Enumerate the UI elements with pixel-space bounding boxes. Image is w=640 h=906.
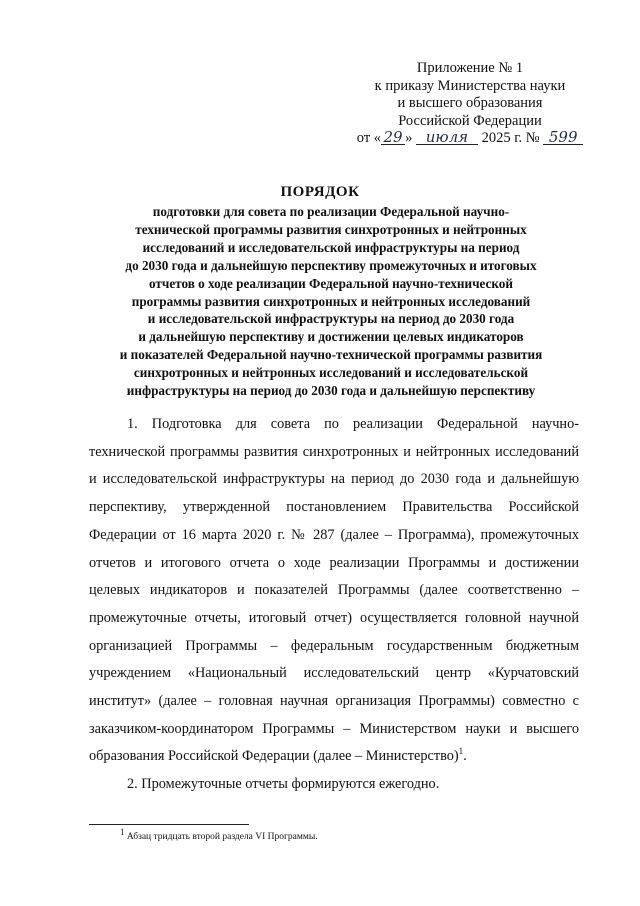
appendix-number: Приложение № 1 [416,60,524,76]
appendix-ministry-line: и высшего образования [397,95,543,111]
footnote-mark: 1 [120,826,125,837]
appendix-country: Российской Федерации [398,112,542,129]
handwritten-order-number: 599 [543,130,583,145]
subtitle-line: программы развития синхротронных и нейтронных исследований [131,293,531,309]
footnote-reference[interactable]: 1 [458,746,464,757]
subtitle-line: синхротронных и нейтронных исследований и исследовательской [133,365,529,381]
order-year: 2025 г. № [481,130,540,146]
order-date-quote: » [405,130,413,146]
subtitle-line: и показателей Федеральной научно-технической программы развития [119,347,543,363]
subtitle-line: до 2030 года и дальнейшую перспективу промежуточных и итоговых [125,257,537,273]
order-date-from: от « [356,130,382,146]
subtitle-line: и дальнейшую перспективу и достижении целевых индикаторов [138,329,524,345]
document-title: ПОРЯДОК [280,184,360,200]
subtitle-line: технической программы развития синхротронных и нейтронных [135,221,527,237]
subtitle-line: подготовки для совета по реализации Федеральной научно- [152,204,510,219]
order-date-line [350,130,590,148]
paragraph-1-end: . [463,748,467,765]
paragraph-1 [89,411,579,771]
paragraph-2: 2. Промежуточные отчеты формируются ежегодно. [127,776,440,793]
footnote-divider [89,824,249,825]
handwritten-month: июля [416,130,478,145]
subtitle-line: отчетов о ходе реализации Федеральной научно-технической [148,275,514,291]
subtitle-line: исследований и исследовательской инфраструктуры на период [142,239,520,255]
footnote [120,826,560,843]
appendix-order-ref: к приказу Министерства науки [374,77,566,94]
subtitle-line: и исследовательской инфраструктуры на период до 2030 года [147,311,515,327]
document-subtitle [78,203,584,400]
appendix-header [350,60,590,148]
subtitle-line: инфраструктуры на период до 2030 года и дальнейшую перспективу [126,383,536,399]
document-body [89,411,579,799]
paragraph-1-text: 1. Подготовка для совета по реализации Федеральной научно-технической программы развития синхротронных и нейтронных исследований и исследовательской инфраструктуры на период до 2030 года и дальнейшую перспективу, утвержденной постановлением Правительства Российской Федерации от 16 марта 2020 г. № 287 (далее – Программа), промежуточных отчетов и итогового отчета о ходе реализации Программы и достижении целевых индикаторов и показателей Программы (далее соответственно – промежуточные отчеты, итоговый отчет) осуществляется головной научной организацией Программы – федеральным государственным бюджетным учреждением «Национальный исследовательский центр «Курчатовский институт» (далее – головная научная организация Программы) совместно с заказчиком-координатором Программы – Министерством науки и высшего образования Российской Федерации (далее – Министерство) [89,416,579,765]
footnote-text: Абзац тридцать второй раздела VI Программы. [124,832,318,842]
handwritten-day: 29 [381,130,405,145]
